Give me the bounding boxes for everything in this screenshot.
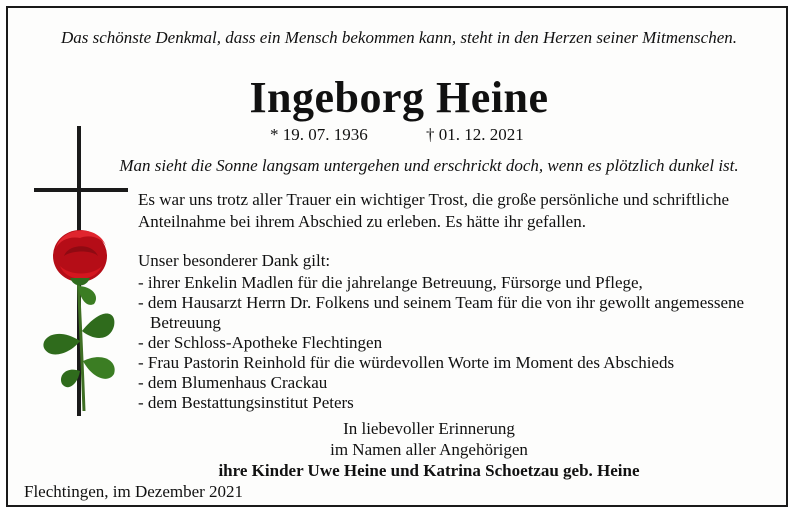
deceased-name: Ingeborg Heine [249,73,549,122]
motto: Das schönste Denkmal, dass ein Mensch bekommen kann, steht in den Herzen seiner Mitmenschen. [60,28,738,47]
closing-line: In liebevoller Erinnerung [343,419,515,438]
thanks-item: - dem Blumenhaus Crackau [138,373,328,392]
cross-with-rose-icon [22,126,132,426]
thanks-list [138,273,788,413]
death-date: † 01. 12. 2021 [426,125,524,144]
thanks-title: Unser besonderer Dank gilt: [138,251,331,270]
birth-date: * 19. 07. 1936 [270,125,368,144]
place-and-date: Flechtingen, im Dezember 2021 [24,482,244,501]
thanks-item: - der Schloss-Apotheke Flechtingen [138,333,383,352]
closing-line: im Namen aller Angehörigen [330,440,528,459]
thanks-item: - ihrer Enkelin Madlen für die jahrelange Betreuung, Fürsorge und Pflege, [138,273,643,292]
closing-block [8,418,790,481]
thanks-item: - dem Bestattungsinstitut Peters [138,393,354,412]
obituary-frame [6,6,788,507]
thanks-item: - dem Hausarzt Herrn Dr. Folkens und seinem Team für die von ihr gewollt angemessene Betreuung [138,293,745,332]
signers: ihre Kinder Uwe Heine und Katrina Schoetzau geb. Heine [218,461,640,480]
quote: Man sieht die Sonne langsam untergehen und erschrickt doch, wenn es plötzlich dunkel ist. [119,156,739,175]
intro-text: Es war uns trotz aller Trauer ein wichtiger Trost, die große persönliche und schriftliche Anteilnahme bei ihrem Abschied zu erleben. Es hätte ihr gefallen. [138,190,730,231]
thanks-item: - Frau Pastorin Reinhold für die würdevollen Worte im Moment des Abschieds [138,353,675,372]
